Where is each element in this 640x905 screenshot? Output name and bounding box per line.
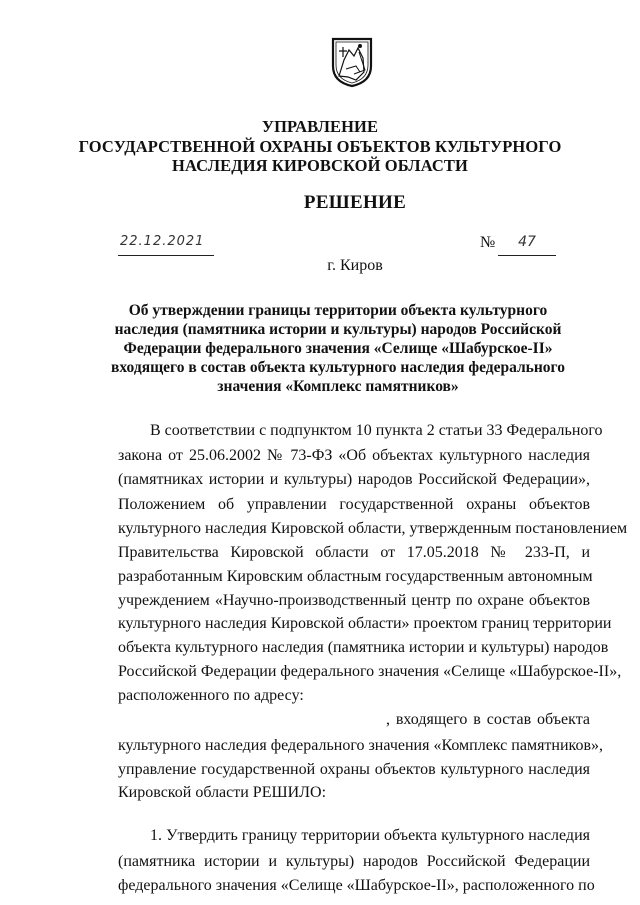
document-title: Об утверждении границы территории объекта культурного наследия (памятника истории и культуры) народов Российской Федерации федерального значения «Селище «Шабурское-II» входящего в состав объекта культурного наследия федерального значения «Комплекс памятников» xyxy=(111,302,565,395)
body-line: Российской Федерации федерального значения «Селище «Шабурское-II», xyxy=(118,663,622,680)
decision-date: 22.12.2021 xyxy=(118,234,214,256)
document-type: РЕШЕНИЕ xyxy=(303,192,407,213)
body-line: расположенного по адресу: xyxy=(118,687,304,704)
body-line: управление государственной охраны объектов культурного наследия xyxy=(118,761,590,778)
body-line: культурного наследия Кировской области» проектом границ территории xyxy=(118,615,612,632)
body-line: закона от 25.06.2002 № 73-ФЗ «Об объектах культурного наследия xyxy=(118,447,590,464)
body-line: (памятниках истории и культуры) народов Российской Федерации», xyxy=(118,471,590,488)
city: г. Киров xyxy=(327,257,383,274)
item-line: 1. Утвердить границу территории объекта культурного наследия xyxy=(150,827,590,844)
body-line: Положением об управлении государственной охраны объектов xyxy=(118,496,590,513)
org-name-line-1: УПРАВЛЕНИЕ xyxy=(261,117,379,136)
coat-of-arms-icon xyxy=(330,36,374,88)
body-line: культурного наследия федерального значения «Комплекс памятников», xyxy=(118,737,604,754)
body-line: Кировской области РЕШИЛО: xyxy=(118,784,327,801)
body-line: Правительства Кировской области от 17.05.2018 № 233-П, и xyxy=(118,544,590,561)
body-line: В соответствии с подпунктом 10 пункта 2 статьи 33 Федерального xyxy=(150,422,603,439)
body-line: , входящего в состав объекта xyxy=(386,711,590,728)
org-name-line-2: ГОСУДАРСТВЕННОЙ ОХРАНЫ ОБЪЕКТОВ КУЛЬТУРНОГО xyxy=(78,137,562,156)
body-line: учреждением «Научно-производственный центр по охране объектов xyxy=(118,592,590,609)
body-line: разработанным Кировским областным государственным автономным xyxy=(118,568,593,585)
number-sign: № xyxy=(480,234,496,251)
item-line: (памятника истории и культуры) народов Российской Федерации xyxy=(118,853,590,870)
body-line: культурного наследия Кировской области, утвержденным постановлением xyxy=(118,520,628,537)
org-name-line-3: НАСЛЕДИЯ КИРОВСКОЙ ОБЛАСТИ xyxy=(172,156,468,175)
item-line: федерального значения «Селище «Шабурское-II», расположенного по xyxy=(118,877,595,894)
body-line: объекта культурного наследия (памятника истории и культуры) народов xyxy=(118,639,609,656)
decision-number: 47 xyxy=(498,234,556,256)
